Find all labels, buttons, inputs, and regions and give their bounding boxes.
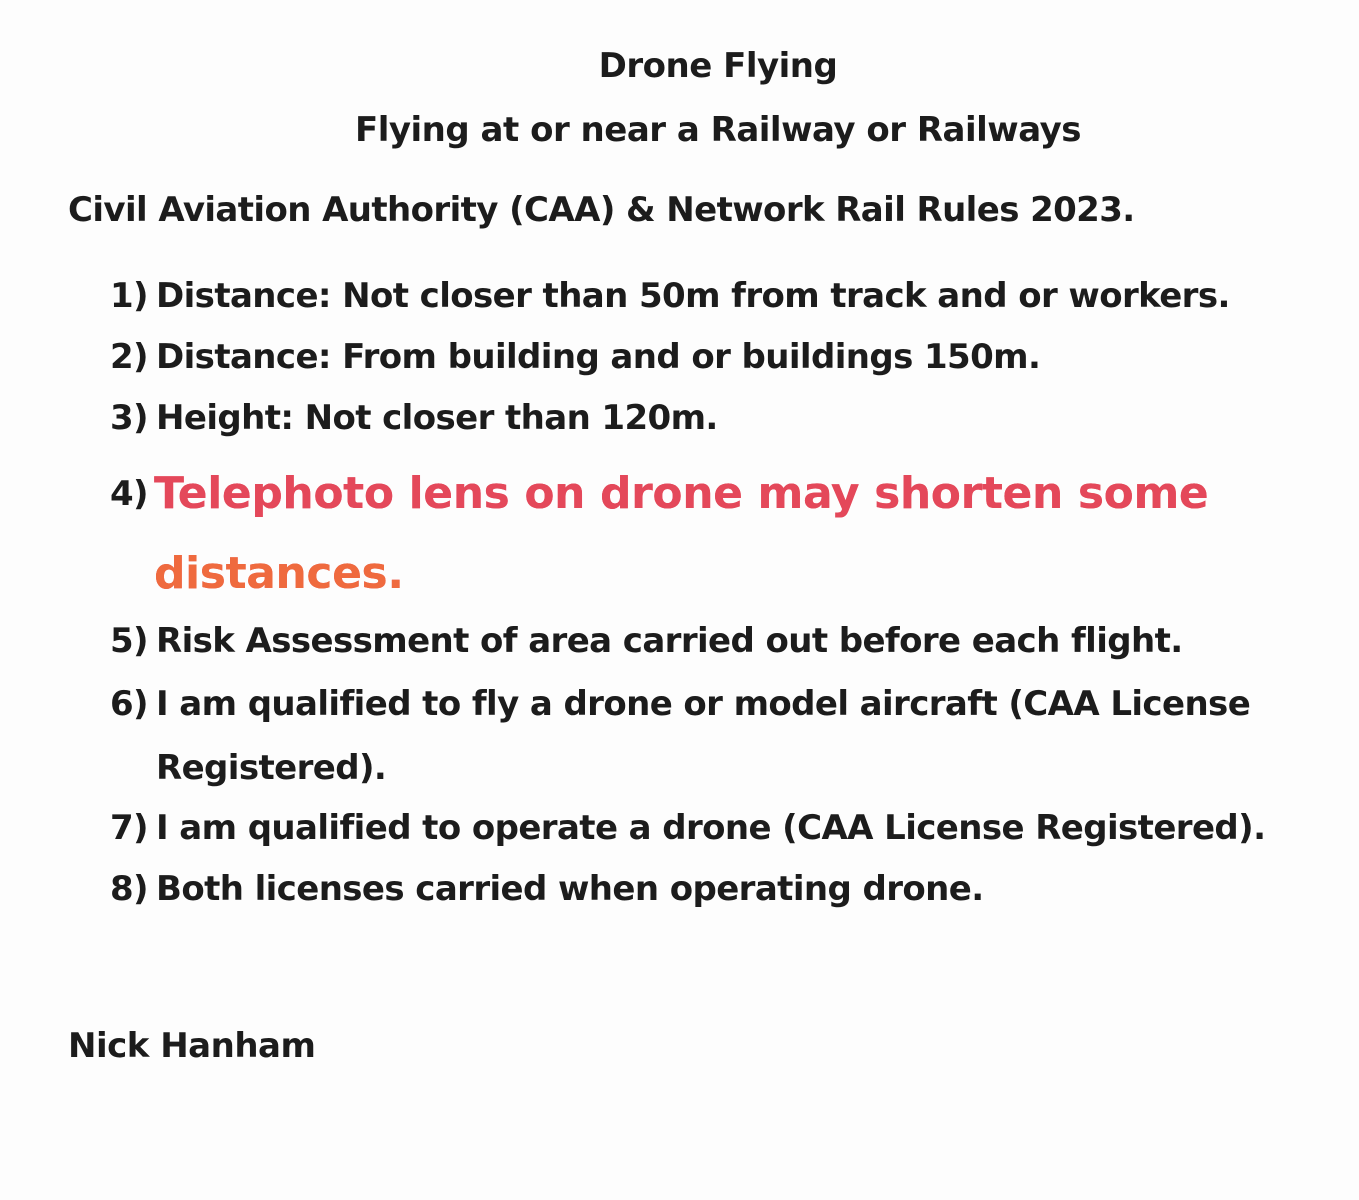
rule-item-4-highlighted — [110, 454, 1340, 614]
rule-item-1 — [110, 264, 1340, 328]
rule-item-5 — [110, 609, 1340, 673]
document-subtitle: Flying at or near a Railway or Railways — [354, 110, 1081, 150]
rule-number: 8) — [110, 869, 148, 909]
rule-item-3 — [110, 386, 1340, 450]
author-signature: Nick Hanham — [68, 1026, 316, 1066]
rule-text: Distance: From building and or buildings 150m. — [156, 337, 1041, 377]
rule-text: Both licenses carried when operating drone. — [156, 869, 984, 909]
rule-text-highlight — [110, 454, 1340, 614]
rule-number: 2) — [110, 337, 148, 377]
rule-text: I am qualified to fly a drone or model aircraft (CAA License Registered). — [156, 684, 1251, 788]
rule-number: 5) — [110, 621, 148, 661]
rule-text: Distance: Not closer than 50m from track and or workers. — [156, 276, 1230, 316]
rule-text: I am qualified to operate a drone (CAA License Registered). — [156, 808, 1266, 848]
rule-text: Height: Not closer than 120m. — [156, 398, 718, 438]
rule-number: 3) — [110, 398, 148, 438]
rule-text: Risk Assessment of area carried out before each flight. — [156, 621, 1183, 661]
rule-number: 1) — [110, 276, 148, 316]
rule-item-6 — [110, 672, 1340, 800]
document-title: Drone Flying — [598, 46, 838, 86]
rule-number: 6) — [110, 684, 148, 724]
rules-heading: Civil Aviation Authority (CAA) & Network Rail Rules 2023. — [68, 190, 1135, 230]
rule-item-7 — [110, 796, 1340, 860]
rule-text-line: Telephoto lens on drone may shorten some — [154, 468, 1209, 519]
rule-item-2 — [110, 325, 1340, 389]
rule-text-continuation: distances. — [154, 548, 404, 599]
rule-number: 7) — [110, 808, 148, 848]
rule-item-8 — [110, 857, 1340, 921]
rule-number: 4) — [110, 474, 148, 514]
